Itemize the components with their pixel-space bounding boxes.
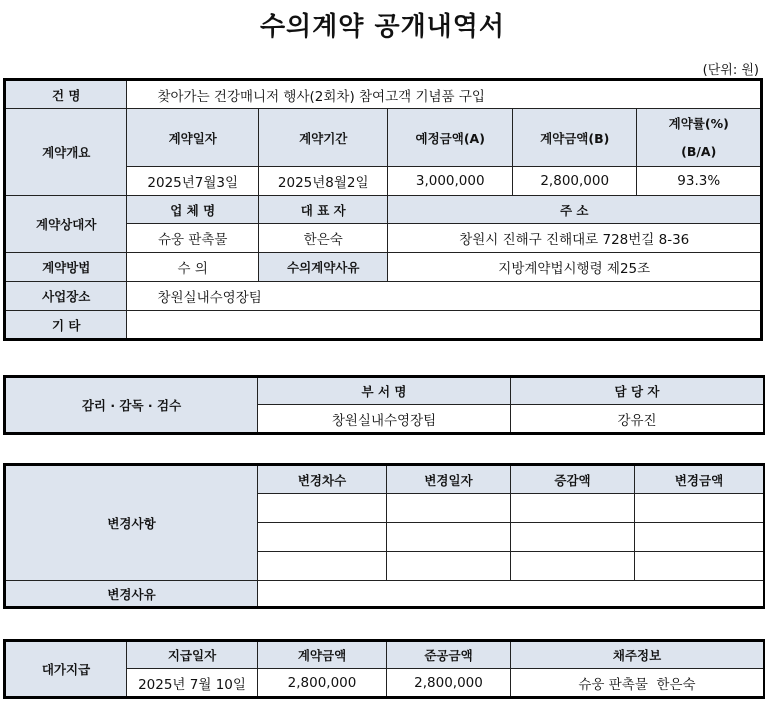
col-rate-line2: (B/A): [681, 143, 717, 159]
payment-label: 대가지급: [5, 641, 127, 698]
address: 창원시 진해구 진해대로 728번길 8-36: [388, 224, 762, 253]
creditor-info: 슈웅 판촉물 한은숙: [511, 669, 765, 698]
contract-date: 2025년7월3일: [127, 167, 259, 196]
table-cell: [387, 494, 511, 523]
estimate-amount: 3,000,000: [388, 167, 512, 196]
name-label: 건 명: [5, 80, 127, 109]
payment-table: [3, 639, 765, 699]
col-address: 주 소: [388, 196, 762, 224]
col-complete-amount: 준공금액: [387, 641, 511, 669]
col-company: 업 체 명: [127, 196, 259, 224]
table-cell: [258, 523, 387, 552]
changes-label: 변경사항: [5, 465, 258, 581]
business-site: 창원실내수영장팀: [127, 282, 762, 311]
col-contract-period: 계약기간: [258, 109, 388, 167]
contract-amount: 2,800,000: [512, 167, 636, 196]
contract-table: [3, 78, 763, 341]
change-reason-label: 변경사유: [5, 581, 258, 608]
col-change-date: 변경일자: [387, 465, 511, 494]
table-cell: [511, 523, 635, 552]
etc-value: [127, 311, 762, 340]
representative: 한은숙: [258, 224, 388, 253]
method-label: 계약방법: [5, 253, 127, 282]
col-change-no: 변경차수: [258, 465, 387, 494]
reason-label: 수의계약사유: [258, 253, 388, 282]
table-cell: [511, 494, 635, 523]
table-cell: [635, 523, 765, 552]
table-cell: [387, 523, 511, 552]
contract-method: 수 의: [127, 253, 259, 282]
table-cell: [635, 552, 765, 581]
payment-amount: 2,800,000: [258, 669, 387, 698]
col-contract-rate: [637, 109, 762, 167]
page-title: 수의계약 공개내역서: [259, 12, 506, 42]
change-reason-value: [258, 581, 765, 608]
col-payment-date: 지급일자: [127, 641, 258, 669]
contract-rate: 93.3%: [637, 167, 762, 196]
col-change-amount: 변경금액: [635, 465, 765, 494]
complete-amount: 2,800,000: [387, 669, 511, 698]
col-change-diff: 증감액: [511, 465, 635, 494]
col-representative: 대 표 자: [258, 196, 388, 224]
party-label: 계약상대자: [5, 196, 127, 253]
table-cell: [387, 552, 511, 581]
contract-period: 2025년8월2일: [258, 167, 388, 196]
col-contract-amount: 계약금액(B): [512, 109, 636, 167]
changes-table: [3, 463, 765, 609]
contract-name: 찾아가는 건강매니저 행사(2회차) 참여고객 기념품 구입: [127, 80, 762, 109]
table-cell: [258, 494, 387, 523]
manager: 강유진: [511, 405, 765, 434]
col-manager: 담 당 자: [511, 377, 765, 405]
site-label: 사업장소: [5, 282, 127, 311]
unit-label: (단위: 원): [702, 63, 759, 78]
col-department: 부 서 명: [258, 377, 511, 405]
col-contract-date: 계약일자: [127, 109, 259, 167]
payment-date: 2025년 7월 10일: [127, 669, 258, 698]
col-creditor: 채주정보: [511, 641, 765, 669]
department: 창원실내수영장팀: [258, 405, 511, 434]
table-cell: [258, 552, 387, 581]
contract-reason: 지방계약법시행령 제25조: [388, 253, 762, 282]
table-cell: [511, 552, 635, 581]
table-cell: [635, 494, 765, 523]
etc-label: 기 타: [5, 311, 127, 340]
company-name: 슈웅 판촉물: [127, 224, 259, 253]
col-payment-amount: 계약금액: [258, 641, 387, 669]
supervision-table: [3, 375, 765, 435]
supervision-label: 감리 · 감독 · 검수: [5, 377, 258, 434]
overview-label: 계약개요: [5, 109, 127, 196]
col-estimate: 예정금액(A): [388, 109, 512, 167]
col-rate-line1: 계약률(%): [668, 115, 729, 131]
